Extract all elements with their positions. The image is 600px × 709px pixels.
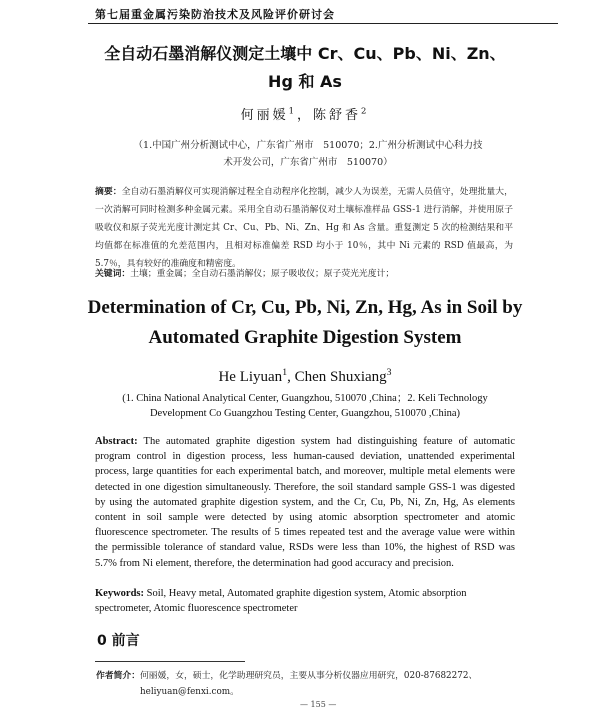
cn-abstract-label: 摘要： — [95, 187, 122, 197]
en-abstract-text: The automated graphite digestion system had distinguishing feature of automatic program control in digestion process, less human-caused deviation, unattended experimental process, large quantities for each experimental batch, and moreover, multiple metal elements were detected in one digestion simultaneously. Therefore, the soil standard sample GSS-1 was digested by using the automated graphite digestion system, and the Cr, Cu, Pb, Ni, Zn, Hg, As elements content in soil sample were detected by using atomic absorption spectrometer and atomic fluorescence spectrometer. The results of 5 times repeated test and the average value were within the permissible tolerance of standard value, RSDs were less than 10%, the highest of RSD was 5.7% from Ni element, therefore, the determination had good accuracy and precision. — [95, 436, 515, 569]
en-keywords — [95, 586, 515, 616]
cn-author-separator: ， — [296, 108, 313, 123]
en-author-2: Chen Shuxiang — [294, 369, 387, 385]
en-authors — [60, 367, 550, 386]
en-abstract — [95, 434, 515, 571]
cn-title-line2: Hg 和 As — [268, 72, 342, 91]
cn-keywords-label: 关键词： — [95, 269, 131, 279]
cn-affiliation — [118, 137, 498, 171]
cn-keywords-text: 土壤；重金属；全自动石墨消解仪；原子吸收仪；原子荧光光度计； — [130, 269, 395, 279]
en-affiliation-line2: Development Co Guangzhou Testing Center, Guangzhou, 510070 ,China) — [149, 408, 461, 419]
en-title-line1: Determination of Cr, Cu, Pb, Ni, Zn, Hg, As in Soil by — [87, 297, 523, 318]
cn-abstract — [95, 183, 513, 273]
cn-author-1-mark: 1 — [288, 105, 297, 116]
en-author-2-mark: 3 — [386, 367, 392, 378]
footnote-rule — [95, 661, 245, 662]
en-title-line2: Automated Graphite Digestion System — [148, 327, 462, 348]
footnote-line2: heliyuan@fenxi.com。 — [140, 687, 239, 697]
cn-author-2-mark: 2 — [361, 105, 370, 116]
cn-affiliation-line1: （1.中国广州分析测试中心，广东省广州市 510070；2.广州分析测试中心科力技 — [133, 140, 483, 151]
cn-authors — [60, 104, 550, 123]
footnote-line1: 何丽媛，女，硕士，化学助理研究员，主要从事分析仪器应用研究，020-87682272、 — [140, 671, 478, 681]
section-heading: 0 前言 — [97, 633, 140, 649]
cn-title-line1: 全自动石墨消解仪测定土壤中 Cr、Cu、Pb、Ni、Zn、 — [104, 44, 506, 63]
en-abstract-label: Abstract: — [95, 436, 138, 447]
en-author-1-mark: 1 — [282, 367, 288, 378]
cn-author-1: 何丽媛 — [240, 108, 289, 123]
cn-author-2: 陈舒香 — [313, 108, 362, 123]
author-footnote — [96, 668, 526, 700]
footnote-label: 作者简介： — [96, 671, 140, 681]
en-affiliation-line1: (1. China National Analytical Center, Guangzhou, 510070 ,China；2. Keli Technology — [122, 393, 488, 404]
en-author-1: He Liyuan — [218, 369, 283, 385]
page-number: — 155 — — [300, 700, 337, 709]
en-affiliation — [95, 391, 515, 421]
cn-abstract-text: 全自动石墨消解仪可实现消解过程全自动程序化控制，减少人为误差，无需人员值守，处理批量大，一次消解可同时检测多种金属元素。采用全自动石墨消解仪对土壤标准样品 GSS-1 进行消解，并使用原子吸收仪和原子荧光光度计测定其 Cr、Cu、Pb、Ni、Zn、Hg 和 As 含量。重复测定 5 次的检测结果和平均值都在标准值的允差范围内，且相对标准偏差 RSD 均小于 10％，其中 Ni 元素的 RSD 值最高，为 5.7％，具有较好的准确度和精密度。 — [95, 187, 513, 269]
en-keywords-label: Keywords: — [95, 588, 144, 599]
running-head: 第七届重金属污染防治技术及风险评价研讨会 — [95, 8, 335, 21]
cn-keywords — [95, 266, 513, 279]
cn-affiliation-line2: 术开发公司，广东省广州市 510070） — [223, 157, 393, 168]
header-rule — [88, 23, 558, 24]
en-keywords-text: Soil, Heavy metal, Automated graphite digestion system, Atomic absorption spectrometer, Atomic fluorescence spectrometer — [95, 588, 467, 615]
en-author-separator: , — [287, 369, 295, 385]
